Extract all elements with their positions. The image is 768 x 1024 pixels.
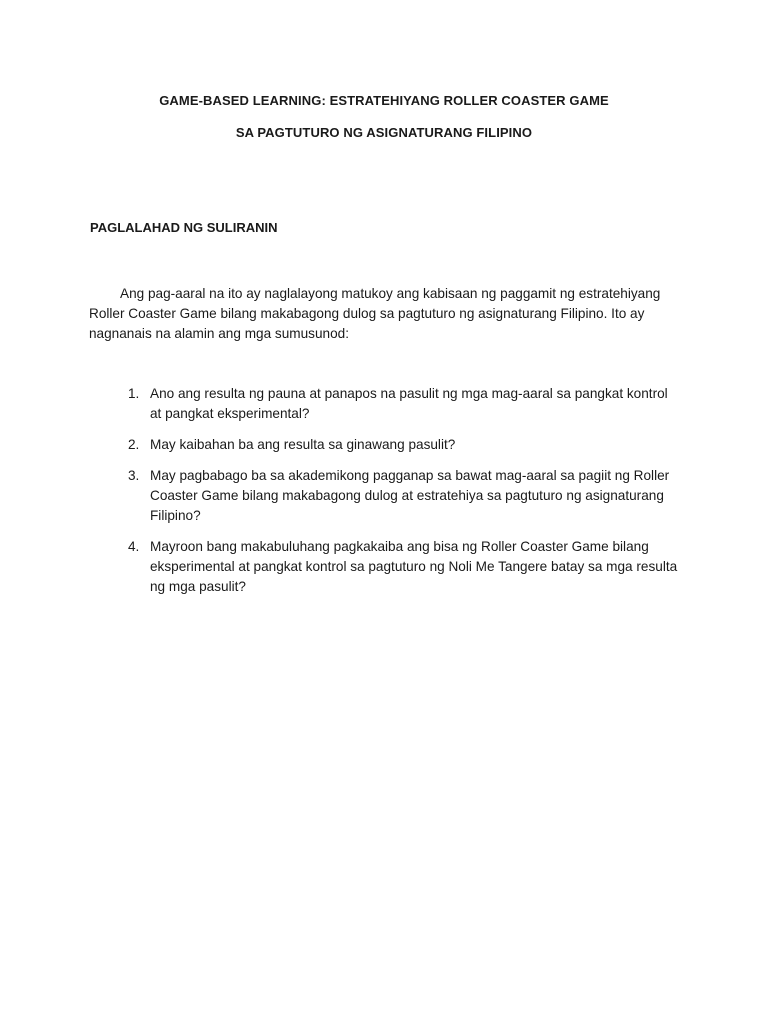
question-number: 4. [128, 539, 140, 554]
document-title-line-1: GAME-BASED LEARNING: ESTRATEHIYANG ROLLER COASTER GAME [159, 93, 609, 108]
section-heading: PAGLALAHAD NG SULIRANIN [90, 220, 278, 235]
question-text: Ano ang resulta ng pauna at panapos na pasulit ng mga mag-aaral sa pangkat kontrol at pangkat eksperimental? [150, 386, 668, 421]
questions-list [0, 384, 768, 608]
document-title-line-2: SA PAGTUTURO NG ASIGNATURANG FILIPINO [235, 125, 533, 140]
question-item [0, 537, 680, 597]
question-number: 1. [128, 386, 140, 401]
question-item [0, 435, 680, 455]
question-text: May kaibahan ba ang resulta sa ginawang pasulit? [150, 437, 456, 452]
intro-paragraph: Ang pag-aaral na ito ay naglalayong matukoy ang kabisaan ng paggamit ng estratehiyang Roller Coaster Game bilang makabagong dulog sa pagtuturo ng asignaturang Filipino. Ito ay nagnanais na alamin ang mga sumusunod: [89, 286, 661, 341]
question-text: May pagbabago ba sa akademikong pagganap sa bawat mag-aaral sa pagiit ng Roller Coaster Game bilang makabagong dulog at estratehiya sa pagtuturo ng asignaturang Filipino? [150, 468, 670, 523]
question-text: Mayroon bang makabuluhang pagkakaiba ang bisa ng Roller Coaster Game bilang eksperimental at pangkat kontrol sa pagtuturo ng Noli Me Tangere batay sa mga resulta ng mga pasulit? [150, 539, 678, 594]
question-item [0, 466, 680, 526]
question-number: 3. [128, 468, 140, 483]
question-number: 2. [128, 437, 140, 452]
question-item [0, 384, 680, 424]
